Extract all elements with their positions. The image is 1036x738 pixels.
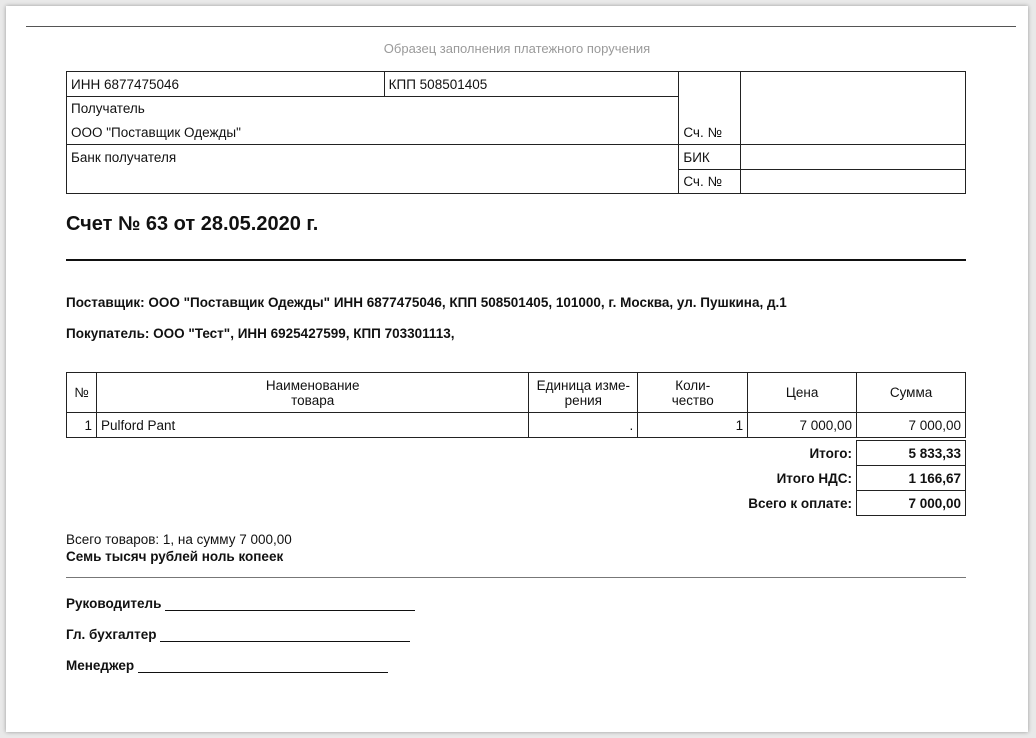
total-label: Итого: [809,445,853,461]
due-label: Всего к оплате: [748,495,853,511]
bank-label: Банк получателя [67,145,679,194]
supplier-line: Поставщик: ООО "Поставщик Одежды" ИНН 6877475046, КПП 508501405, 101000, г. Москва, ул. Пушкина, д.1 [66,295,787,310]
total-value: 5 833,33 [857,441,966,466]
manager-signature-line [138,658,388,673]
sample-title: Образец заполнения платежного поручения [383,41,651,56]
table-row [67,413,966,438]
header-name: Наименование товара [96,373,528,413]
bank-details-table [66,71,966,194]
bik-label: БИК [679,145,741,170]
account-label-1: Сч. № [679,72,741,145]
header-unit: Единица изме- рения [529,373,638,413]
top-rule [26,26,1016,27]
director-signature-line [165,596,415,611]
items-table [66,372,966,438]
director-label: Руководитель [66,596,162,611]
title-rule [66,259,966,261]
summary-block [66,531,292,565]
row-price: 7 000,00 [748,413,857,438]
manager-signature [66,658,388,673]
header-price: Цена [748,373,857,413]
account-label-2: Сч. № [679,170,741,194]
row-unit: . [529,413,638,438]
kpp-cell: КПП 508501405 [384,72,679,97]
accountant-signature [66,627,410,642]
vat-value: 1 166,67 [857,466,966,491]
summary-words: Семь тысяч рублей ноль копеек [66,549,284,564]
bik-value [741,145,966,170]
summary-count: Всего товаров: 1, на сумму 7 000,00 [66,532,292,547]
accountant-signature-line [160,627,410,642]
accountant-label: Гл. бухгалтер [66,627,157,642]
summary-rule [66,577,966,578]
header-qty: Коли- чество [638,373,748,413]
account-value-2 [741,170,966,194]
row-sum: 7 000,00 [857,413,966,438]
vat-label: Итого НДС: [776,470,853,486]
recipient-name: ООО "Поставщик Одежды" [67,121,679,145]
account-value-1 [741,72,966,145]
director-signature [66,596,415,611]
row-num: 1 [67,413,97,438]
manager-label: Менеджер [66,658,135,673]
totals-table [66,440,966,516]
row-qty: 1 [638,413,748,438]
row-name: Pulford Pant [96,413,528,438]
buyer-line: Покупатель: ООО "Тест", ИНН 6925427599, КПП 703301113, [66,326,455,341]
inn-cell: ИНН 6877475046 [67,72,385,97]
invoice-page [6,6,1028,732]
header-sum: Сумма [857,373,966,413]
due-value: 7 000,00 [857,491,966,516]
header-num: № [67,373,97,413]
recipient-label: Получатель [67,97,679,121]
items-header-row [67,373,966,413]
invoice-title: Счет № 63 от 28.05.2020 г. [66,213,319,235]
